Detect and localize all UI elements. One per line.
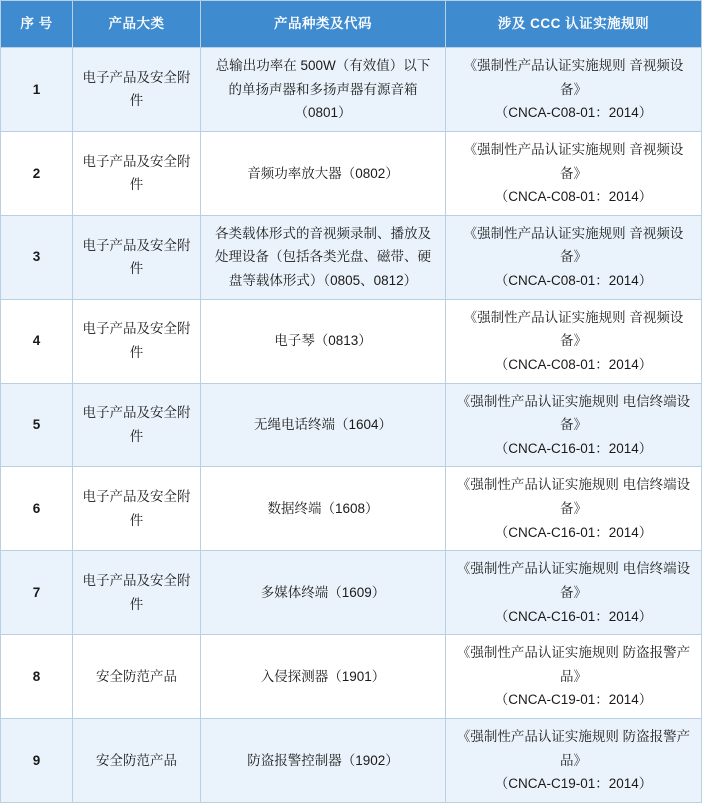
table-row (1, 551, 702, 635)
rule-code: （CNCA-C08-01：2014） (494, 273, 653, 288)
table-header (1, 1, 702, 48)
cell-rule (446, 551, 702, 635)
cell-kind: 各类载体形式的音视频录制、播放及处理设备（包括各类光盘、磁带、硬盘等载体形式）（0805、0812） (201, 215, 446, 299)
rule-name: 《强制性产品认证实施规则 音视频设备》 (463, 141, 684, 181)
cell-no: 7 (1, 551, 73, 635)
table-row (1, 48, 702, 132)
cell-category: 安全防范产品 (73, 635, 201, 719)
table-row (1, 467, 702, 551)
cell-rule (446, 131, 702, 215)
column-header-no: 序 号 (1, 1, 73, 48)
cell-no: 2 (1, 131, 73, 215)
rule-code: （CNCA-C08-01：2014） (494, 189, 653, 205)
cell-rule (446, 635, 702, 719)
rule-code: （CNCA-C19-01：2014） (494, 776, 653, 792)
cell-no: 4 (1, 299, 73, 383)
cell-no: 5 (1, 383, 73, 467)
cell-category: 安全防范产品 (73, 719, 201, 803)
cell-kind: 音频功率放大器（0802） (201, 131, 446, 215)
rule-name: 《强制性产品认证实施规则 音视频设备》 (463, 58, 684, 97)
column-header-kind: 产品种类及代码 (201, 1, 446, 48)
table-row (1, 635, 702, 719)
cell-kind: 防盗报警控制器（1902） (201, 719, 446, 803)
rule-name: 《强制性产品认证实施规则 电信终端设备》 (456, 561, 691, 600)
cell-category: 电子产品及安全附件 (73, 215, 201, 299)
cell-rule (446, 299, 702, 383)
cell-no: 9 (1, 719, 73, 803)
cell-no: 3 (1, 215, 73, 299)
rule-code: （CNCA-C08-01：2014） (494, 105, 653, 121)
cell-kind: 数据终端（1608） (201, 467, 446, 551)
rule-name: 《强制性产品认证实施规则 防盗报警产品》 (456, 729, 691, 768)
column-header-rule: 涉及 CCC 认证实施规则 (446, 1, 702, 48)
rule-name: 《强制性产品认证实施规则 防盗报警产品》 (456, 645, 691, 684)
rule-name: 《强制性产品认证实施规则 音视频设备》 (463, 309, 684, 349)
cell-rule (446, 48, 702, 132)
cell-kind: 电子琴（0813） (201, 299, 446, 383)
cell-rule (446, 383, 702, 467)
cell-category: 电子产品及安全附件 (73, 48, 201, 132)
rule-code: （CNCA-C16-01：2014） (494, 524, 653, 540)
cell-kind: 入侵探测器（1901） (201, 635, 446, 719)
cell-category: 电子产品及安全附件 (73, 551, 201, 635)
cell-no: 1 (1, 48, 73, 132)
table-row (1, 383, 702, 467)
cell-kind: 总输出功率在 500W（有效值）以下的单扬声器和多扬声器有源音箱（0801） (201, 48, 446, 132)
rule-name: 《强制性产品认证实施规则 电信终端设备》 (456, 393, 691, 433)
table-row (1, 215, 702, 299)
rule-code: （CNCA-C19-01：2014） (494, 692, 653, 708)
cell-category: 电子产品及安全附件 (73, 467, 201, 551)
cell-rule (446, 467, 702, 551)
table-header-row (1, 1, 702, 48)
cell-no: 6 (1, 467, 73, 551)
cell-no: 8 (1, 635, 73, 719)
cell-kind: 无绳电话终端（1604） (201, 383, 446, 467)
table-row (1, 131, 702, 215)
cell-kind: 多媒体终端（1609） (201, 551, 446, 635)
rule-code: （CNCA-C16-01：2014） (494, 608, 653, 624)
rule-name: 《强制性产品认证实施规则 音视频设备》 (463, 225, 684, 265)
rule-code: （CNCA-C08-01：2014） (494, 356, 653, 372)
table-body (1, 48, 702, 803)
table-row (1, 299, 702, 383)
cell-rule (446, 215, 702, 299)
rule-code: （CNCA-C16-01：2014） (494, 440, 653, 456)
column-header-category: 产品大类 (73, 1, 201, 48)
cell-category: 电子产品及安全附件 (73, 383, 201, 467)
cell-category: 电子产品及安全附件 (73, 299, 201, 383)
cell-category: 电子产品及安全附件 (73, 131, 201, 215)
cell-rule (446, 719, 702, 803)
table-row (1, 719, 702, 803)
rule-name: 《强制性产品认证实施规则 电信终端设备》 (456, 477, 691, 516)
